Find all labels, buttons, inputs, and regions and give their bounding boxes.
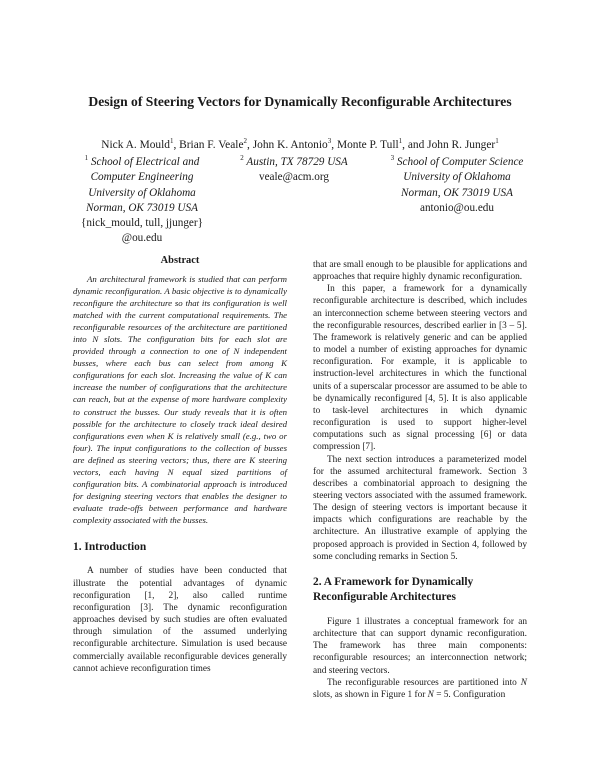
intro-paragraph-1: A number of studies have been conducted that illustrate the potential advantages of dynamic reconfiguration [1, 2], also called runtime reconfiguration [3]. The dynamic reconfiguration approaches devised by such studies are often evaluated through simulation of the assumed underlying reconfigurable architecture. Simulation is used because commercially available reconfigurable devices generally cannot achieve reconfiguration times — [73, 566, 287, 674]
affiliation-line — [60, 170, 224, 185]
affiliation-line — [376, 170, 538, 185]
affiliation-text: School of Computer Science — [396, 156, 524, 168]
abstract-heading: Abstract — [160, 255, 200, 266]
affiliation-text: University of Oklahoma — [88, 186, 196, 199]
affiliation-text: Computer Engineering — [90, 171, 194, 184]
author-name: Monte P. Tull — [336, 139, 399, 151]
framework-paragraph-2 — [313, 677, 527, 701]
left-column — [73, 255, 287, 675]
intro-paragraph-3: The next section introduces a parameterized model for the assumed architectural framework. Section 3 describes a combinatorial approach to designing the steering vectors associated with the assumed framework. The design of steering vectors is important because it impacts which configurations are reachable by the architecture. An illustrative example of applying the proposed approach is provided in Section 4, followed by some concluding remarks in Section 5. — [313, 454, 527, 562]
abstract-text: An architectural framework is studied that can perform dynamic reconfiguration. A basic objective is to dynamically reconfigure the architecture so that its configuration is well matched with the current computational requirements. The reconfigurable resources of the architecture are partitioned into N slots. The configuration bits for each slot are provided through a connection to one of N independent busses, where each bus can select from among K configurations for each slot. Increasing the value of K can increase the number of configurations that the architecture can reach, but at the expense of more hardware complexity to construct the busses. Our study reveals that it is often possible for the architecture to closely track ideal desired configurations even when K is relatively small (e.g., two or four). The input configurations to the collection of busses are defined as steering vectors; thus, there are K steering vectors, each having N equal sized partitions of configuration bits. A combinatorial approach is introduced for designing steering vectors that enables the designer to evaluate trade-offs between performance and hardware complexity associated with the busses. — [73, 274, 287, 525]
affiliation-email: veale@acm.org — [258, 171, 330, 184]
framework-paragraph-2-pre: The reconfigurable resources are partitioned into — [327, 677, 521, 688]
affiliation-text: Norman, OK 73019 USA — [401, 186, 513, 199]
author-affiliation-mark: 3 — [327, 137, 332, 145]
affiliation-text: Norman, OK 73019 USA — [86, 201, 198, 214]
affiliation-mark: 1 — [84, 154, 89, 162]
author-list — [0, 137, 600, 151]
affiliation-line — [60, 201, 224, 216]
author-separator: , — [173, 139, 180, 151]
affiliation-line — [214, 151, 374, 170]
intro-paragraph-2: In this paper, a framework for a dynamically reconfigurable architecture is described, which includes an interconnection scheme between steering vectors and the reconfigurable resources, described earlier in [3 – 5]. The framework is relatively generic and can be applied to model a number of existing approaches for dynamic reconfiguration. For example, it is applicable to instruction-level architectures in which the functional units of a superscalar processor are assumed to be able to be dynamically reconfigured [4, 5]. It is also applicable to task-level architectures in which dynamic reconfiguration is used to support higher-level computations such as signal processing [6] or data compression [7]. — [313, 284, 527, 453]
affiliation-email: antonio@ou.edu — [420, 201, 494, 214]
affiliation-1 — [60, 151, 224, 247]
paper-title: Design of Steering Vectors for Dynamically Reconfigurable Architectures — [88, 94, 512, 109]
affiliation-mark: 2 — [240, 154, 244, 162]
affiliation-text: University of Oklahoma — [403, 171, 511, 184]
affiliation-text: Austin, TX 78729 USA — [246, 156, 348, 168]
affiliation-line — [376, 151, 538, 170]
affiliation-line — [376, 186, 538, 201]
framework-paragraph-2-mid: slots, as shown in Figure 1 for — [313, 689, 428, 700]
author-separator: , — [331, 139, 337, 151]
author-affiliation-mark: 1 — [495, 137, 499, 145]
author-name: Brian F. Veale — [179, 139, 244, 151]
affiliation-text: School of Electrical and — [90, 156, 200, 168]
author-name: John R. Junger — [427, 139, 496, 151]
author-affiliation-mark: 2 — [243, 137, 248, 145]
variable-n: N — [520, 677, 527, 688]
affiliation-mark: 3 — [390, 154, 395, 162]
author-affiliation-mark: 1 — [398, 137, 403, 145]
section-2-heading: 2. A Framework for Dynamically Reconfigurable Architectures — [313, 575, 474, 604]
author-name: Nick A. Mould — [101, 139, 170, 151]
affiliation-email: @ou.edu — [121, 232, 163, 245]
author-name: John K. Antonio — [252, 139, 328, 151]
author-separator: , and — [402, 139, 428, 151]
author-affiliation-mark: 1 — [169, 137, 174, 145]
framework-paragraph-1: Figure 1 illustrates a conceptual framework for an architecture that can support dynamic reconfiguration. The framework has three main components: reconfigurable resources; an interconnection network; and steering vectors. — [313, 616, 527, 676]
author-separator: , — [247, 139, 253, 151]
affiliation-3 — [376, 151, 538, 216]
affiliation-line — [60, 186, 224, 201]
framework-paragraph-2-post: = 5. Configuration — [433, 689, 506, 700]
affiliation-line — [60, 151, 224, 170]
right-column — [313, 259, 527, 701]
section-1-heading: 1. Introduction — [73, 540, 147, 553]
affiliation-2 — [214, 151, 374, 186]
affiliation-email: {nick_mould, tull, jjunger} — [81, 217, 203, 230]
intro-paragraph-1-continued: that are small enough to be plausible for applications and approaches that require highly dynamic reconfiguration. — [313, 260, 527, 283]
variable-n-2: N — [427, 689, 434, 700]
